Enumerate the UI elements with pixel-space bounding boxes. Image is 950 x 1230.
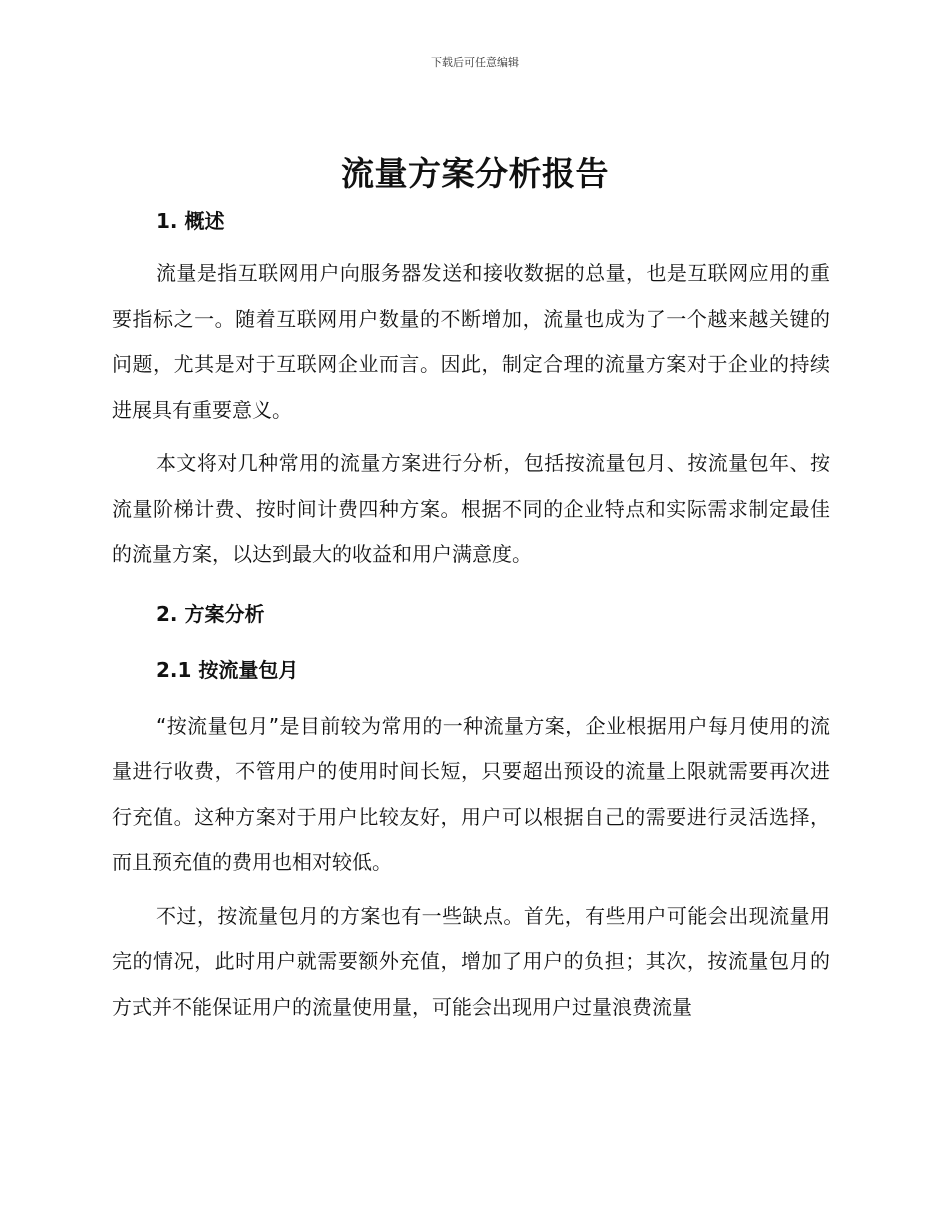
section-2-1-paragraph-2: 不过，按流量包月的方案也有一些缺点。首先，有些用户可能会出现流量用完的情况，此时用户就需要额外充值，增加了用户的负担；其次，按流量包月的方式并不能保证用户的流量使用量，可能会出现用户过量浪费流量	[112, 903, 830, 1019]
section-2-1-paragraph-1: “按流量包月”是目前较为常用的一种流量方案，企业根据用户每月使用的流量进行收费，不管用户的使用时间长短，只要超出预设的流量上限就需要再次进行充值。这种方案对于用户比较友好，用户可以根据自己的需要进行灵活选择，而且预充值的费用也相对较低。	[112, 713, 830, 874]
section-1-paragraph-2: 本文将对几种常用的流量方案进行分析，包括按流量包月、按流量包年、按流量阶梯计费、按时间计费四种方案。根据不同的企业特点和实际需求制定最佳的流量方案，以达到最大的收益和用户满意度。	[112, 451, 830, 566]
section-2-1-heading: 2.1 按流量包月	[156, 657, 299, 682]
header-note: 下载后可任意编辑	[431, 56, 519, 69]
section-2-heading: 2. 方案分析	[156, 601, 265, 626]
section-1-heading: 1. 概述	[156, 209, 225, 233]
document-title: 流量方案分析报告	[341, 154, 609, 193]
document-body	[112, 205, 830, 1030]
section-1-paragraph-1: 流量是指互联网用户向服务器发送和接收数据的总量，也是互联网应用的重要指标之一。随着互联网用户数量的不断增加，流量也成为了一个越来越关键的问题，尤其是对于互联网企业而言。因此，制定合理的流量方案对于企业的持续进展具有重要意义。	[112, 261, 830, 422]
